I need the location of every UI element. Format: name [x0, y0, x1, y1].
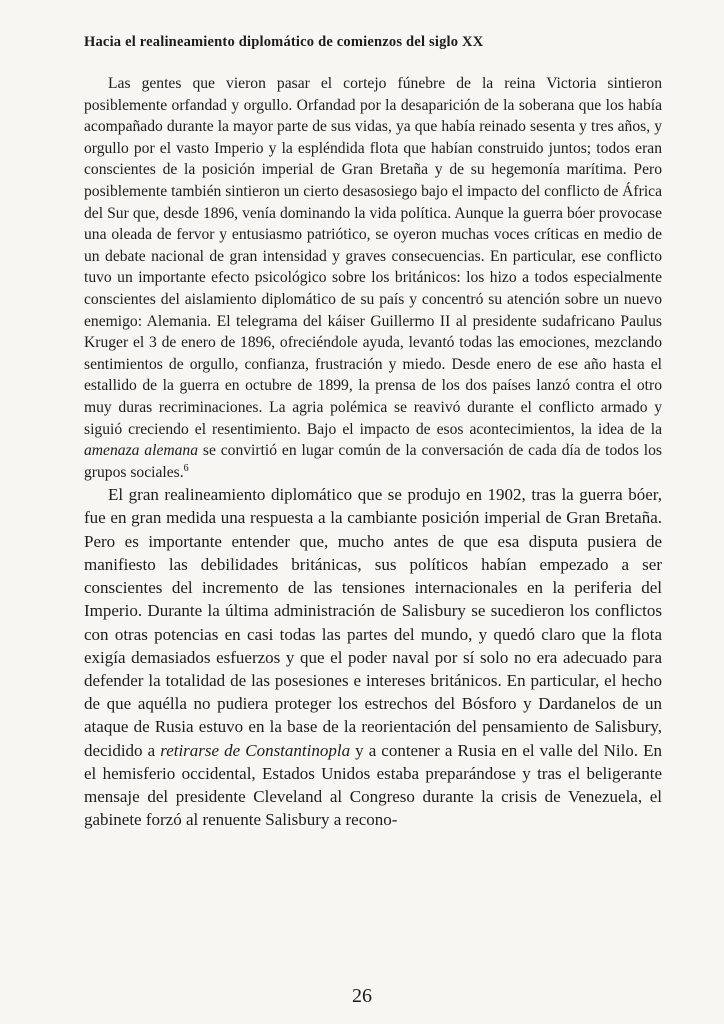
- paragraph-2-text-b: y a contener a Rusia en el valle del Nilo. En el hemisferio occidental, Estados Unidos estaba preparándose y tras el beligerante mensaje del presidente Cleveland al Congreso durante la crisis de Venezuela, el gabinete forzó al renuente Salisbury a recono-: [84, 740, 662, 830]
- paragraph-1: [84, 73, 662, 483]
- book-page: [84, 34, 662, 831]
- paragraph-2: [84, 483, 662, 831]
- paragraph-2-emphasis: retirarse de Constantinopla: [160, 740, 351, 760]
- paragraph-1-text-b: se convirtió en lugar común de la conversación de cada día de todos los grupos sociales.: [84, 442, 662, 481]
- paragraph-2-text-a: El gran realineamiento diplomático que se produjo en 1902, tras la guerra bóer, fue en gran medida una respuesta a la cambiante posición imperial de Gran Bretaña. Pero es importante entender que, mucho antes de que esa disputa pusiera de manifiesto las debilidades británicas, sus políticos habían empezado a ser conscientes del incremento de las tensiones internacionales en la periferia del Imperio. Durante la última administración de Salisbury se sucedieron los conflictos con otras potencias en casi todas las partes del mundo, y quedó claro que la flota exigía demasiados esfuerzos y que el poder naval por sí solo no era adecuado para defender la totalidad de las posesiones e intereses británicos. En particular, el hecho de que aquélla no pudiera proteger los estrechos del Bósforo y Dardanelos de un ataque de Rusia estuvo en la base de la reorientación del pensamiento de Salisbury, decidido a: [84, 485, 662, 760]
- paragraph-1-text-a: Las gentes que vieron pasar el cortejo fúnebre de la reina Victoria sintieron posiblemente orfandad y orgullo. Orfandad por la desaparición de la soberana que los había acompañado durante la mayor parte de sus vidas, ya que había reinado sesenta y tres años, y orgullo por el vasto Imperio y la espléndida flota que habían construido juntos; todos eran conscientes de la posición imperial de Gran Bretaña y de su hegemonía marítima. Pero posiblemente también sintieron un cierto desasosiego bajo el impacto del conflicto de África del Sur que, desde 1896, venía dominando la vida política. Aunque la guerra bóer provocase una oleada de fervor y entusiasmo patriótico, se oyeron muchas voces críticas en medio de un debate nacional de gran intensidad y graves consecuencias. En particular, ese conflicto tuvo un importante efecto psicológico sobre los británicos: los hizo a todos especialmente conscientes del aislamiento diplomático de su país y concentró su atención sobre un nuevo enemigo: Alemania. El telegrama del káiser Guillermo II al presidente sudafricano Paulus Kruger el 3 de enero de 1896, ofreciéndole ayuda, levantó todas las emociones, mezclando sentimientos de orgullo, confianza, frustración y miedo. Desde enero de ese año hasta el estallido de la guerra en octubre de 1899, la prensa de los dos países lanzó contra el otro muy duras recriminaciones. La agria polémica se reavivó durante el conflicto armado y siguió creciendo el resentimiento. Bajo el impacto de esos acontecimientos, la idea de la: [84, 75, 662, 438]
- paragraph-1-emphasis: amenaza alemana: [84, 442, 199, 460]
- footnote-marker: 6: [183, 462, 189, 474]
- page-number: 26: [352, 985, 372, 1007]
- section-heading: Hacia el realineamiento diplomático de comienzos del siglo XX: [84, 34, 484, 50]
